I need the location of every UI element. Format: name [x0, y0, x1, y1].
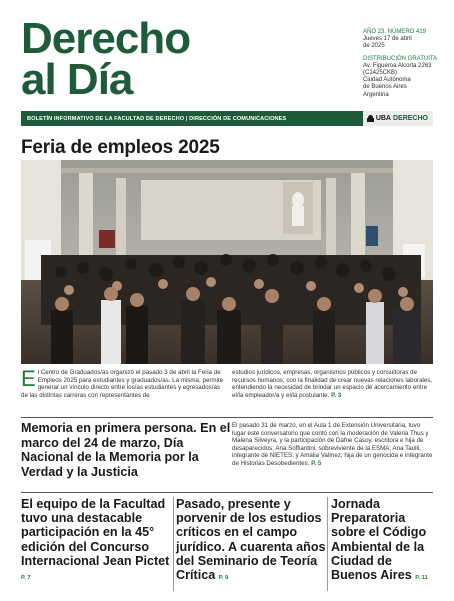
memoria-page-ref[interactable]: P. 5	[311, 459, 322, 467]
address-line5: Argentina	[363, 91, 389, 98]
logo-uba: UBA	[375, 115, 391, 122]
memoria-headline: Memoria en primera persona. En el marco del 24 de marzo, Día Nacional de la Memoria por la Verdad y la Justicia	[21, 421, 231, 479]
section-bar	[21, 111, 433, 126]
distribution-label: DISTRIBUCIÓN GRATUITA	[363, 55, 438, 62]
teaser-page-ref[interactable]: P. 7	[21, 575, 31, 582]
page-headline: Feria de empleos 2025	[21, 137, 220, 158]
teaser-teoria-critica	[176, 497, 326, 585]
teaser-page-ref[interactable]: P. 9	[218, 575, 229, 582]
issue-date-line1: Jueves 17 de abril	[363, 36, 412, 43]
memoria-text: El pasado 31 de marzo, en el Aula 1 de Extensión Universitaria, tuvo lugar este conversatorio que contó con la moderación de Valeria Thus y Malena Silveyra, y la participación de Dafne Casoy, escritora e hija de desaparecidos; Ana Soffiantini, sobreviviente de la ESMA; Ana Taulli, integrante de NIETES; y Amalia Valínez, hija de un genocida e integrante de Historias Desobedientes.	[232, 422, 433, 467]
address-line1: Av. Figueroa Alcorta 2263	[363, 62, 432, 69]
article-column-left	[21, 366, 224, 399]
issue-date-line2: de 2025	[363, 43, 385, 50]
column-separator	[173, 497, 174, 591]
divider-top	[21, 417, 433, 418]
column-separator	[327, 497, 328, 591]
article-right-text: estudios jurídicos, empresas, organismos públicos y consultoras de recursos humanos; con la finalidad de crear nuevas relaciones laborales, entendiendo la necesidad de brindar un espacio de acercamiento entre el/la empleador/a y el/la postulante.	[232, 369, 433, 399]
article-left-text: l Centro de Graduados/as organizó el pasado 3 de abril la Feria de Empleos 2025 para estudiantes y graduados/as. La misma, permite generar un vínculo directo entre los/as estudiantes y egresados/as de las distintas carreras con representantes de	[21, 369, 224, 399]
memoria-summary	[232, 422, 433, 468]
issue-number: AÑO 23. NÚMERO 419	[363, 29, 427, 35]
logo-derecho: DERECHO	[392, 115, 428, 122]
job-fair-photo	[21, 160, 433, 364]
teaser-title: El equipo de la Facultad tuvo una destacable participación en la 45° edición del Concurso Internacional Jean Pictet	[21, 497, 170, 568]
address-line2: (C1425CKB)	[363, 70, 398, 77]
article-column-right	[232, 369, 433, 399]
address-line3: Ciudad Autónoma	[363, 77, 411, 84]
teaser-title: Pasado, presente y porvenir de los estudios críticos en el campo jurídico. A cuarenta años del Seminario de Teoría Crítica	[176, 497, 326, 583]
issue-info	[363, 29, 449, 99]
masthead	[21, 14, 321, 104]
masthead-title-line1: Derecho	[21, 14, 191, 63]
article-page-ref[interactable]: P. 3	[331, 391, 342, 399]
crowd-hall-illustration	[21, 160, 433, 364]
teaser-page-ref[interactable]: P. 11	[415, 575, 428, 582]
masthead-title-line2: al Día	[21, 55, 133, 104]
teaser-jean-pictet	[21, 497, 173, 585]
teaser-codigo-ambiental	[331, 497, 436, 585]
dropcap-letter: E	[21, 366, 36, 391]
address-line4: de Buenos Aires	[363, 84, 407, 91]
building-icon	[367, 115, 374, 122]
bar-text: BOLETÍN INFORMATIVO DE LA FACULTAD DE DERECHO | DIRECCIÓN DE COMUNICACIONES	[27, 115, 287, 122]
teaser-title: Jornada Preparatoria sobre el Código Ambiental de la Ciudad de Buenos Aires	[331, 497, 427, 583]
uba-derecho-logo	[363, 111, 433, 126]
divider-bottom	[21, 492, 433, 493]
